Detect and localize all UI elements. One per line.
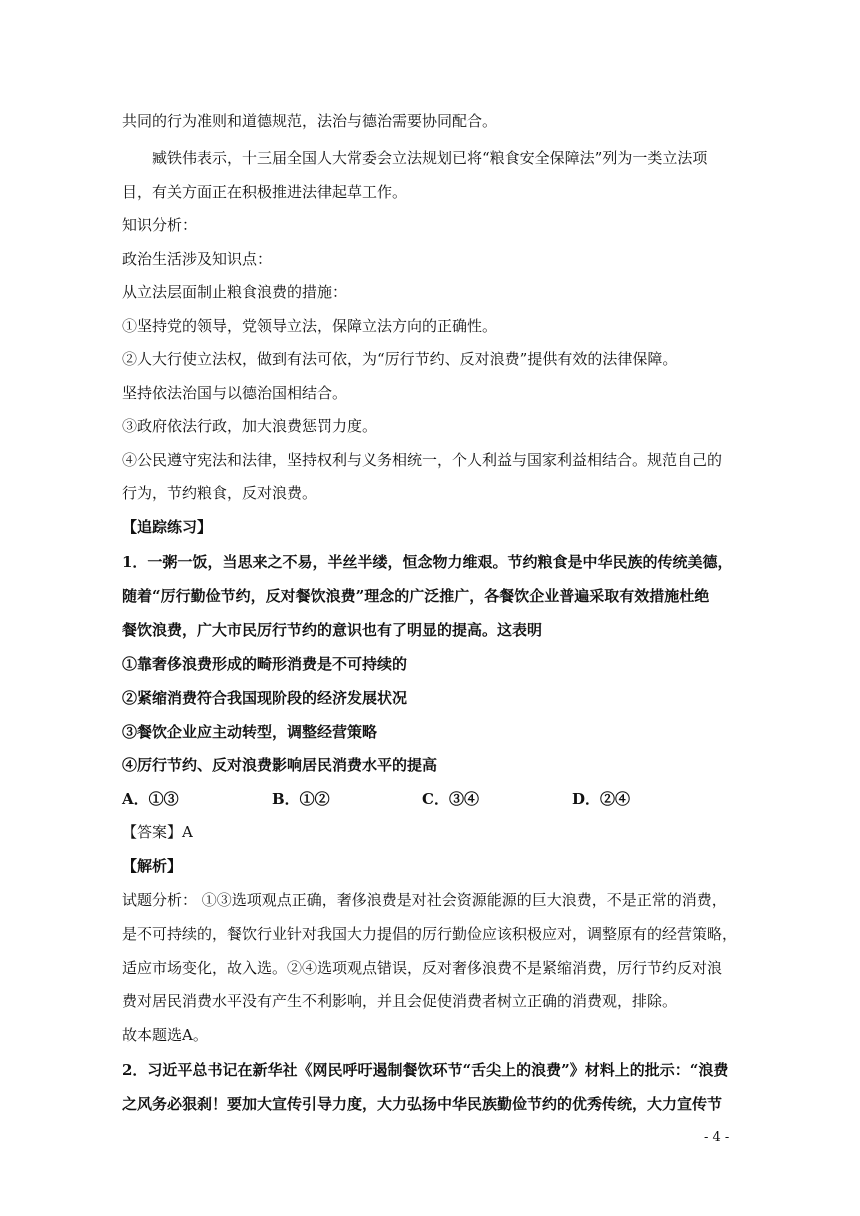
option-a: A．①③ [122, 790, 179, 808]
analysis-text-line: 费对居民消费水平没有产生不利影响，并且会促使消费者树立正确的消费观，排除。 [122, 992, 678, 1010]
question-text-line: 2．习近平总书记在新华社《网民呼吁遏制餐饮环节“舌尖上的浪费”》材料上的批示：“浪费 [122, 1061, 729, 1079]
question-text-line: 餐饮浪费，广大市民厉行节约的意识也有了明显的提高。这表明 [122, 621, 543, 639]
section-label: 知识分析： [122, 216, 198, 234]
option-b: B．①② [272, 790, 330, 808]
option-c: C．③④ [422, 790, 479, 808]
list-item: ②人大行使立法权，做到有法可依，为“厉行节约、反对浪费”提供有效的法律保障。 [122, 350, 678, 368]
section-heading: 【追踪练习】 [122, 518, 213, 536]
body-text-line: 目，有关方面正在积极推进法律起草工作。 [122, 183, 408, 201]
body-text-line: 共同的行为准则和道德规范，法治与德治需要协同配合。 [122, 112, 498, 130]
body-text-line: 坚持依法治国与以德治国相结合。 [122, 384, 348, 402]
list-item: ④公民遵守宪法和法律，坚持权利与义务相统一，个人利益与国家利益相结合。规范自己的 [122, 451, 723, 469]
analysis-conclusion: 故本题选A。 [122, 1026, 208, 1044]
page-number: - 4 - [704, 1130, 730, 1145]
question-text-line: 1．一粥一饭，当思来之不易，半丝半缕，恒念物力维艰。节约粮食是中华民族的传统美德， [122, 553, 733, 571]
analysis-text-line: 适应市场变化，故入选。②④选项观点错误，反对奢侈浪费不是紧缩消费，厉行节约反对浪 [122, 959, 723, 977]
question-statement: ①靠奢侈浪费形成的畸形消费是不可持续的 [122, 655, 408, 673]
analysis-text-line: 试题分析： ①③选项观点正确，奢侈浪费是对社会资源能源的巨大浪费，不是正常的消费， [122, 891, 727, 909]
analysis-text-line: 是不可持续的，餐饮行业针对我国大力提倡的厉行勤俭应该积极应对，调整原有的经营策略， [122, 925, 738, 943]
answer-line: 【答案】A [122, 823, 193, 841]
body-text-line: 行为，节约粮食，反对浪费。 [122, 484, 318, 502]
question-statement: ③餐饮企业应主动转型，调整经营策略 [122, 723, 378, 741]
list-item: ③政府依法行政，加大浪费惩罚力度。 [122, 417, 378, 435]
question-text-line: 之风务必狠刹！要加大宣传引导力度，大力弘扬中华民族勤俭节约的优秀传统，大力宣传节 [122, 1095, 723, 1113]
body-text-line: 从立法层面制止粮食浪费的措施： [122, 283, 348, 301]
question-text-line: 随着“厉行勤俭节约，反对餐饮浪费”理念的广泛推广，各餐饮企业普遍采取有效措施杜绝 [122, 587, 710, 605]
question-statement: ④厉行节约、反对浪费影响居民消费水平的提高 [122, 756, 438, 774]
question-statement: ②紧缩消费符合我国现阶段的经济发展状况 [122, 689, 408, 707]
option-d: D．②④ [572, 790, 631, 808]
answer-options [122, 788, 742, 808]
body-text-line: 政治生活涉及知识点： [122, 250, 273, 268]
list-item: ①坚持党的领导，党领导立法，保障立法方向的正确性。 [122, 317, 498, 335]
analysis-heading: 【解析】 [122, 857, 183, 875]
body-text-line: 臧铁伟表示，十三届全国人大常委会立法规划已将“粮食安全保障法”列为一类立法项 [152, 149, 708, 167]
